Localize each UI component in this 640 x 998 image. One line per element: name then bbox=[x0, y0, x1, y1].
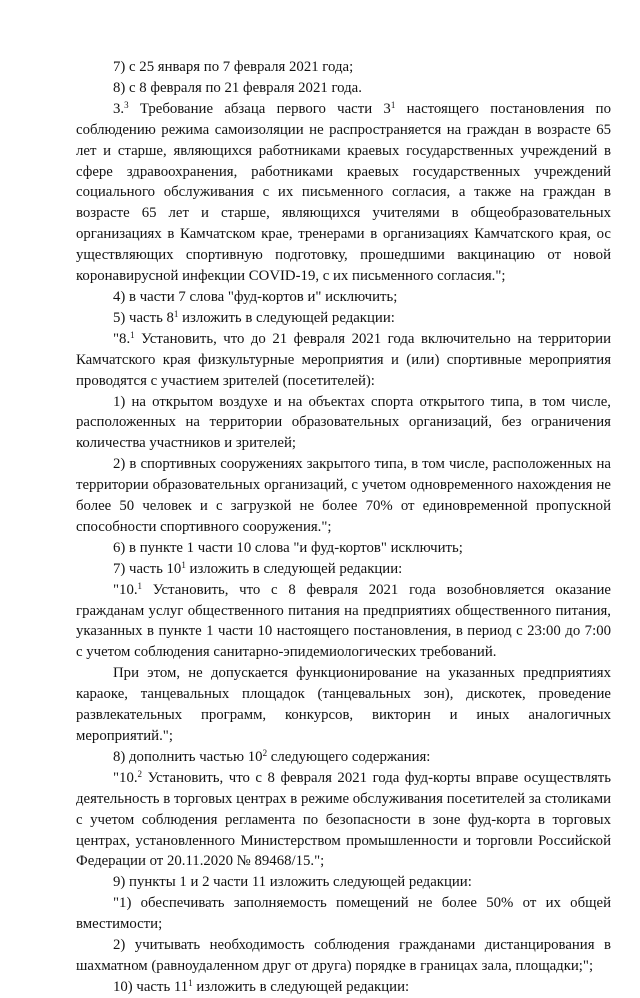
text-run: 8) дополнить частью 10 bbox=[113, 748, 263, 765]
superscript: 1 bbox=[390, 99, 396, 110]
text-run: 8) с 8 февраля по 21 февраля 2021 года. bbox=[113, 79, 362, 96]
superscript: 1 bbox=[130, 329, 135, 340]
paragraph bbox=[76, 392, 611, 455]
paragraph bbox=[76, 329, 611, 392]
superscript: 1 bbox=[173, 308, 179, 319]
paragraph bbox=[76, 977, 611, 998]
paragraph bbox=[76, 935, 611, 977]
paragraph bbox=[76, 872, 611, 893]
paragraph bbox=[76, 308, 611, 329]
document-body bbox=[76, 57, 611, 998]
text-run: 7) с 25 января по 7 февраля 2021 года; bbox=[113, 59, 354, 75]
paragraph bbox=[76, 893, 611, 935]
superscript: 1 bbox=[188, 977, 193, 988]
text-run: настоящего постановления по соблюдению режима самоизоляции не распространяется на граждан в возрасте 65 лет и старше, являющихся работниками краевых государственных учреждений в сфере здравоохранения, работниками краевых государственных учреждений социального обслуживания с их письменного согласия, а также на граждан в возрасте 65 лет и старше, являющихся учителями в общеобразовательных организациях в Камчатском крае, тренерами в организациях Камчатского края, ос уществляющих спортивную подготовку, прошедшими вакцинацию от новой коронавирусной инфекции COVID-19, с их письменного согласия."; bbox=[76, 100, 611, 285]
paragraph bbox=[76, 538, 611, 559]
text-run: 2) учитывать необходимость соблюдения гражданами дистанцирования в шахматном (равноудаленном друг от друга) порядке в границах зала, площадки;"; bbox=[76, 937, 611, 974]
text-run: изложить в следующей редакции: bbox=[192, 978, 410, 995]
text-run: 6) в пункте 1 части 10 слова "и фуд-кортов" исключить; bbox=[113, 539, 463, 556]
text-run: Установить, что до 21 февраля 2021 года включительно на территории Камчатского края физкультурные мероприятия и (или) спортивные мероприятия проводятся с участием зрителей (посетителей): bbox=[76, 330, 611, 389]
text-run: изложить в следующей редакции: bbox=[185, 560, 403, 577]
text-run: "1) обеспечивать заполняемость помещений не более 50% от их общей вместимости; bbox=[76, 895, 611, 933]
text-run: 3. bbox=[113, 100, 125, 117]
paragraph bbox=[76, 99, 611, 287]
text-run: изложить в следующей редакции: bbox=[178, 309, 395, 326]
superscript: 1 bbox=[137, 580, 143, 591]
paragraph bbox=[76, 580, 611, 664]
text-run: 9) пункты 1 и 2 части 11 изложить следующей редакции: bbox=[113, 874, 472, 891]
text-run: "8. bbox=[113, 330, 131, 347]
superscript: 2 bbox=[262, 747, 268, 758]
text-run: Установить, что с 8 февраля 2021 года фуд-корты вправе осуществлять деятельность в торговых центрах в режиме обслуживания посетителей за столиками с учетом соблюдения регламента по безопасности в зоне фуд-корта в торговых центрах, установленного Министерством промышленности и торговли Российской Федерации от 20.11.2020 № 89468/15."; bbox=[76, 769, 611, 870]
superscript: 2 bbox=[137, 768, 143, 779]
text-run: 4) в части 7 слова "фуд-кортов и" исключить; bbox=[113, 288, 398, 305]
text-run: 2) в спортивных сооружениях закрытого типа, в том числе, расположенных на территории образовательных организаций, с учетом одновременного нахождения не более 50 человек и с загрузкой не более 70% от единовременной пропускной способности спортивного сооружения."; bbox=[76, 456, 611, 535]
paragraph bbox=[76, 768, 611, 873]
text-run: "10. bbox=[113, 581, 138, 598]
text-run: 1) на открытом воздухе и на объектах спорта открытого типа, в том числе, расположенных на территории образовательных организаций, без ограничения количества участников и зрителей; bbox=[76, 393, 611, 452]
text-run: Установить, что с 8 февраля 2021 года возобновляется оказание гражданам услуг общественного питания на предприятиях общественного питания, указанных в пункте 1 части 10 настоящего постановления, в период с 23:00 до 7:00 с учетом соблюдения санитарно-эпидемиологических требований. bbox=[76, 581, 611, 661]
paragraph bbox=[76, 454, 611, 538]
text-run: "10. bbox=[113, 769, 138, 786]
text-run: 5) часть 8 bbox=[113, 309, 174, 326]
paragraph bbox=[76, 747, 611, 768]
superscript: 1 bbox=[181, 559, 186, 570]
paragraph bbox=[76, 663, 611, 747]
text-run: 7) часть 10 bbox=[113, 560, 182, 577]
superscript: 3 bbox=[124, 99, 129, 110]
paragraph bbox=[76, 57, 611, 78]
text-run: При этом, не допускается функционирование на указанных предприятиях караоке, танцевальных площадок (танцевальных зон), дискотек, проведение развлекательных программ, конкурсов, викторин и иных аналогичных мероприятий."; bbox=[76, 665, 611, 744]
paragraph bbox=[76, 559, 611, 580]
paragraph bbox=[76, 287, 611, 308]
paragraph bbox=[76, 78, 611, 99]
text-run: Требование абзаца первого части 3 bbox=[128, 100, 391, 117]
text-run: следующего содержания: bbox=[267, 748, 431, 765]
text-run: 10) часть 11 bbox=[113, 978, 189, 995]
